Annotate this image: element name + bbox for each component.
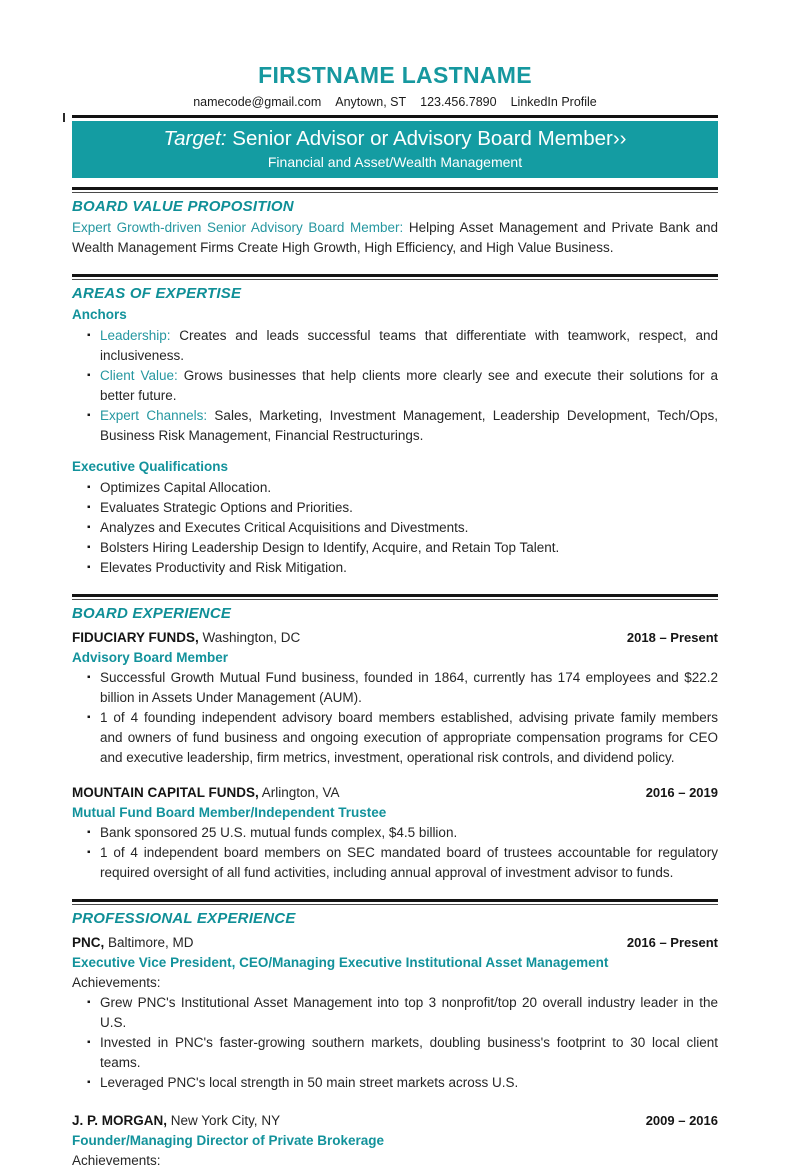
- list-item: [87, 326, 718, 366]
- achievements-label: Achievements:: [72, 975, 161, 990]
- header-rule: [72, 115, 718, 118]
- value-proposition-paragraph: [72, 218, 718, 258]
- target-banner-title: [78, 125, 712, 153]
- bullet-text: Bank sponsored 25 U.S. mutual funds complex, $4.5 billion.: [100, 825, 458, 840]
- bullet-text: 1 of 4 founding independent advisory board members established, advising private family members and owners of fund business and ongoing execution of appropriate compensation programs for CEO and executive leadership, firm metrics, investment, operational risk controls, and dividend policy.: [100, 710, 718, 765]
- bullet-text: Elevates Productivity and Risk Mitigation.: [100, 560, 347, 575]
- list-item: [87, 558, 718, 578]
- contact-line: [72, 95, 718, 110]
- entry-dates: 2016 – Present: [626, 935, 718, 950]
- list-item: [87, 518, 718, 538]
- company-name: FIDUCIARY FUNDS,: [72, 630, 199, 645]
- bullet-text: Bolsters Hiring Leadership Design to Identify, Acquire, and Retain Top Talent.: [100, 540, 560, 555]
- bullet-icon: ▪: [87, 562, 91, 573]
- bullet-text: Leveraged PNC's local strength in 50 main street markets across U.S.: [100, 1075, 519, 1090]
- target-text: Senior Advisor or Advisory Board Member››: [226, 127, 627, 150]
- bullet-icon: ▪: [87, 847, 91, 858]
- list-item: [87, 668, 718, 708]
- subheading-executive-qualifications: Executive Qualifications: [72, 459, 229, 474]
- company-name: MOUNTAIN CAPITAL FUNDS,: [72, 785, 259, 800]
- bullet-text: 1 of 4 independent board members on SEC mandated board of trustees accountable for regulatory required oversight of all fund activities, including annual approval of investment advisor to funds.: [100, 845, 718, 880]
- target-banner-subtitle: Financial and Asset/Wealth Management: [267, 154, 523, 170]
- entry-header: [72, 783, 718, 802]
- target-label: Target:: [163, 127, 227, 150]
- bullet-text: Invested in PNC's faster-growing southern markets, doubling business's footprint to 30 local client teams.: [100, 1035, 718, 1070]
- list-item: [87, 823, 718, 843]
- section-divider: [72, 594, 718, 600]
- experience-entry: [72, 783, 718, 883]
- achievements-label: Achievements:: [72, 1153, 161, 1168]
- section-heading-value-proposition: BOARD VALUE PROPOSITION: [72, 198, 294, 215]
- bullet-icon: ▪: [87, 410, 91, 421]
- bullet-icon: ▪: [87, 1077, 91, 1088]
- bullet-icon: ▪: [87, 672, 91, 683]
- bullet-text: Successful Growth Mutual Fund business, founded in 1864, currently has 174 employees and $22.2 billion in Assets Under Management (AUM).: [100, 670, 718, 705]
- bullet-icon: ▪: [87, 482, 91, 493]
- entry-role: Founder/Managing Director of Private Brokerage: [72, 1133, 385, 1148]
- bullet-text: Creates and leads successful teams that differentiate with teamwork, respect, and inclusiveness.: [100, 328, 718, 363]
- company-location: Baltimore, MD: [104, 935, 194, 950]
- list-item: [87, 993, 718, 1033]
- company-line: [72, 1111, 280, 1130]
- entry-role: Executive Vice President, CEO/Managing Executive Institutional Asset Management: [72, 955, 609, 970]
- target-banner: [72, 121, 718, 178]
- entry-header: [72, 933, 718, 952]
- company-line: [72, 628, 300, 647]
- bullet-icon: ▪: [87, 1037, 91, 1048]
- entry-header: [72, 628, 718, 647]
- bullet-icon: ▪: [87, 370, 91, 381]
- entry-bullet-list: [72, 668, 718, 768]
- page-title: FIRSTNAME LASTNAME: [258, 62, 532, 88]
- section-heading-board-experience: BOARD EXPERIENCE: [72, 605, 232, 622]
- entry-bullet-list: [72, 993, 718, 1093]
- list-item: [87, 538, 718, 558]
- bullet-icon: ▪: [87, 502, 91, 513]
- bullet-icon: ▪: [87, 542, 91, 553]
- list-item: [87, 1073, 718, 1093]
- bullet-text: Grows businesses that help clients more clearly see and execute their solutions for a better future.: [100, 368, 718, 403]
- entry-role: Mutual Fund Board Member/Independent Trustee: [72, 805, 387, 820]
- bullet-text: Grew PNC's Institutional Asset Management into top 3 nonprofit/top 20 overall industry leader in the U.S.: [100, 995, 718, 1030]
- company-location: New York City, NY: [167, 1113, 281, 1128]
- bullet-text: Optimizes Capital Allocation.: [100, 480, 272, 495]
- company-location: Arlington, VA: [258, 785, 340, 800]
- company-name: PNC,: [72, 935, 105, 950]
- bullet-lead: Client Value:: [100, 368, 178, 383]
- bullet-lead: Expert Channels:: [100, 408, 208, 423]
- list-item: [87, 406, 718, 446]
- phone-text: 123.456.7890: [420, 95, 497, 109]
- company-line: [72, 783, 340, 802]
- bullet-icon: ▪: [87, 712, 91, 723]
- location-text: Anytown, ST: [335, 95, 407, 109]
- bullet-lead: Leadership:: [100, 328, 171, 343]
- experience-entry: [72, 1111, 718, 1170]
- section-heading-expertise: AREAS OF EXPERTISE: [72, 285, 242, 302]
- email-text[interactable]: namecode@gmail.com: [193, 95, 322, 109]
- company-line: [72, 933, 194, 952]
- bullet-icon: ▪: [87, 997, 91, 1008]
- list-item: [87, 498, 718, 518]
- value-proposition-lead: Expert Growth-driven Senior Advisory Board Member:: [72, 220, 404, 235]
- bullet-icon: ▪: [87, 827, 91, 838]
- qualifications-bullet-list: [72, 478, 718, 578]
- list-item: [87, 478, 718, 498]
- entry-dates: 2016 – 2019: [645, 785, 718, 800]
- anchors-bullet-list: [72, 326, 718, 446]
- section-heading-professional-experience: PROFESSIONAL EXPERIENCE: [72, 910, 296, 927]
- section-divider: [72, 899, 718, 905]
- bullet-text: Analyzes and Executes Critical Acquisitions and Divestments.: [100, 520, 469, 535]
- section-divider: [72, 274, 718, 280]
- entry-role: Advisory Board Member: [72, 650, 229, 665]
- linkedin-link[interactable]: LinkedIn Profile: [510, 95, 597, 109]
- list-item: [87, 366, 718, 406]
- subheading-anchors: Anchors: [72, 307, 127, 322]
- section-divider: [72, 187, 718, 193]
- bullet-text: Sales, Marketing, Investment Management, Leadership Development, Tech/Ops, Business Risk Management, Financial Restructurings.: [100, 408, 719, 443]
- entry-dates: 2009 – 2016: [645, 1113, 718, 1128]
- bullet-icon: ▪: [87, 522, 91, 533]
- stray-mark: [63, 113, 65, 122]
- list-item: [87, 1033, 718, 1073]
- company-location: Washington, DC: [198, 630, 301, 645]
- bullet-icon: ▪: [87, 330, 91, 341]
- experience-entry: [72, 628, 718, 768]
- entry-dates: 2018 – Present: [626, 630, 718, 645]
- entry-header: [72, 1111, 718, 1130]
- company-name: J. P. MORGAN,: [72, 1113, 168, 1128]
- value-proposition-text: Helping Asset Management and Private Bank and Wealth Management Firms Create High Growth, High Efficiency, and High Value Business.: [72, 220, 719, 255]
- list-item: [87, 843, 718, 883]
- list-item: [87, 708, 718, 768]
- entry-bullet-list: [72, 823, 718, 883]
- experience-entry: [72, 933, 718, 1093]
- bullet-text: Evaluates Strategic Options and Priorities.: [100, 500, 353, 515]
